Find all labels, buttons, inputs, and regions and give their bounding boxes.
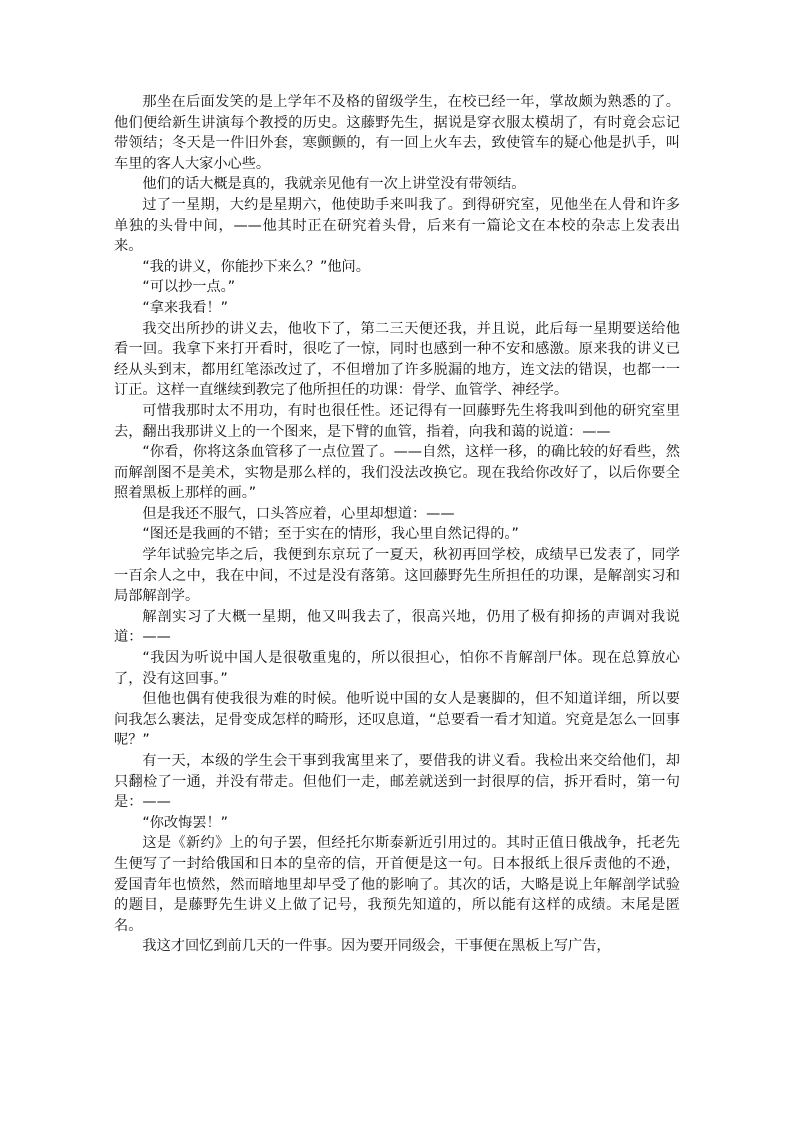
paragraph: “我因为听说中国人是很敬重鬼的，所以很担心，怕你不肯解剖尸体。现在总算放心了，没有这回事。” xyxy=(114,650,680,687)
paragraph: 那坐在后面发笑的是上学年不及格的留级学生，在校已经一年，掌故颇为熟悉的了。他们便给新生讲演每个教授的历史。这藤野先生，据说是穿衣服太模胡了，有时竟会忘记带领结；冬天是一件旧外套，寒颤颤的，有一回上火车去，致使管车的疑心他是扒手，叫车里的客人大家小心些。 xyxy=(114,94,680,172)
paragraph: 解剖实习了大概一星期，他又叫我去了，很高兴地，仍用了极有抑扬的声调对我说道：—— xyxy=(114,608,680,646)
paragraph: “你改悔罢！” xyxy=(142,814,229,831)
paragraph: “拿来我看！” xyxy=(142,299,229,316)
paragraph: “图还是我画的不错；至于实在的情形，我心里自然记得的。” xyxy=(142,526,519,543)
paragraph: 学年试验完毕之后，我便到东京玩了一夏天，秋初再回学校，成绩早已发表了，同学一百余人之中，我在中间，不过是没有落第。这回藤野先生所担任的功课，是解剖实习和局部解剖学。 xyxy=(114,547,680,605)
paragraph: 有一天，本级的学生会干事到我寓里来了，要借我的讲义看。我检出来交给他们，却只翻检了一通，并没有带走。但他们一走，邮差就送到一封很厚的信，拆开看时，第一句是：—— xyxy=(114,753,680,811)
paragraph: 这是《新约》上的句子罢，但经托尔斯泰新近引用过的。其时正值日俄战争，托老先生便写了一封给俄国和日本的皇帝的信，开首便是这一句。日本报纸上很斥责他的不逊，爱国青年也愤然，然而暗地里却早受了他的影响了。其次的话，大略是说上年解剖学试验的题目，是藤野先生讲义上做了记号，我预先知道的，所以能有这样的成绩。末尾是匿名。 xyxy=(114,835,680,934)
document-body xyxy=(114,92,680,957)
paragraph: 但他也偶有使我很为难的时候。他听说中国的女人是裹脚的，但不知道详细，所以要问我怎么裹法，足骨变成怎样的畸形，还叹息道，“总要看一看才知道。究竟是怎么一回事呢？” xyxy=(114,691,680,749)
paragraph: “我的讲义，你能抄下来么？”他问。 xyxy=(142,258,370,275)
paragraph: “你看，你将这条血管移了一点位置了。——自然，这样一移，的确比较的好看些，然而解剖图不是美术，实物是那么样的，我们没法改换它。现在我给你改好了，以后你要全照着黑板上那样的画。” xyxy=(114,444,680,502)
paragraph: 我这才回忆到前几天的一件事。因为要开同级会，干事便在黑板上写广告， xyxy=(142,938,611,955)
paragraph: 可惜我那时太不用功，有时也很任性。还记得有一回藤野先生将我叫到他的研究室里去，翻出我那讲义上的一个图来，是下臂的血管，指着，向我和蔼的说道：—— xyxy=(114,402,680,440)
paragraph: 但是我还不服气，口头答应着，心里却想道：—— xyxy=(142,505,455,522)
paragraph: 他们的话大概是真的，我就亲见他有一次上讲堂没有带领结。 xyxy=(142,176,526,193)
paragraph: 过了一星期，大约是星期六，他使助手来叫我了。到得研究室，见他坐在人骨和许多单独的头骨中间，——他其时正在研究着头骨，后来有一篇论文在本校的杂志上发表出来。 xyxy=(114,196,680,255)
paragraph: 我交出所抄的讲义去，他收下了，第二三天便还我，并且说，此后每一星期要送给他看一回。我拿下来打开看时，很吃了一惊，同时也感到一种不安和感激。原来我的讲义已经从头到末，都用红笔添改过了，不但增加了许多脱漏的地方，连文法的错误，也都一一订正。这样一直继续到教完了他所担任的功课：骨学、血管学、神经学。 xyxy=(114,320,680,399)
paragraph: “可以抄一点。” xyxy=(142,279,236,296)
